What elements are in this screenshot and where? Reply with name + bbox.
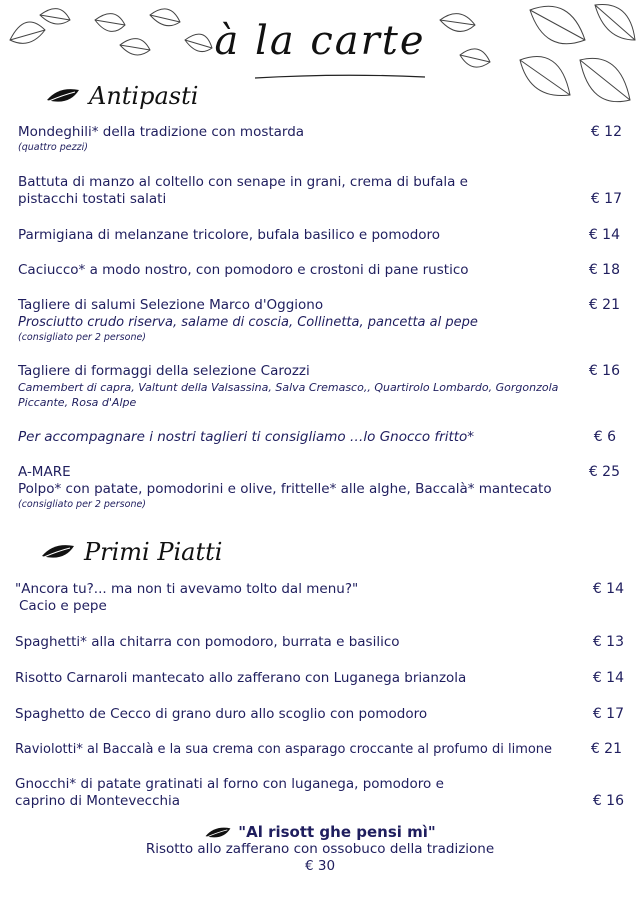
item-price: € 16 — [592, 793, 624, 809]
item-description: Polpo* con patate, pomodorini e olive, frittelle* alle alghe, Baccalà* mantecato — [18, 481, 552, 497]
menu-item — [18, 464, 578, 511]
item-description: Prosciutto crudo riserva, salame di coscia, Collinetta, pancetta al pepe — [18, 315, 478, 330]
menu-item — [18, 297, 578, 344]
item-price: € 16 — [588, 363, 620, 379]
item-price: € 14 — [592, 581, 624, 597]
item-name: pistacchi tostati salati — [18, 191, 167, 207]
item-name: A-MARE — [18, 464, 71, 480]
menu-item — [18, 174, 578, 208]
item-name: Battuta di manzo al coltello con senape in grani, crema di bufala e — [18, 174, 468, 190]
item-name: Per accompagnare i nostri taglieri ti consigliamo …lo Gnocco fritto* — [18, 429, 475, 445]
item-price: € 21 — [588, 297, 620, 313]
item-name: Spaghetti* alla chitarra con pomodoro, burrata e basilico — [15, 634, 400, 650]
item-name: "Ancora tu?... ma non ti avevamo tolto dal menu?" — [15, 581, 359, 597]
item-name: Raviolotti* al Baccalà e la sua crema con asparago croccante al profumo di limone — [15, 742, 553, 757]
item-price: € 21 — [590, 741, 622, 757]
page-title: à la carte — [214, 18, 426, 64]
antipasti-heading — [45, 82, 198, 110]
item-price: € 17 — [590, 191, 622, 207]
item-note: (consigliato per 2 persone) — [18, 332, 147, 343]
leaf-icon — [40, 542, 76, 562]
item-note: (consigliato per 2 persone) — [18, 499, 147, 510]
item-name: Mondeghili* della tradizione con mostarda — [18, 124, 305, 140]
special-price: € 30 — [304, 858, 336, 874]
special-dish — [0, 824, 640, 875]
special-description: Risotto allo zafferano con ossobuco della tradizione — [145, 841, 495, 857]
item-name: Gnocchi* di patate gratinati al forno con luganega, pomodoro e — [15, 776, 444, 792]
menu-item — [18, 429, 578, 446]
leaf-icon — [204, 825, 232, 841]
item-description: Camembert di capra, Valtunt della Valsassina, Salva Cremasco,, Quartirolo Lombardo, Gorgonzola — [18, 381, 559, 394]
menu-item — [15, 741, 585, 758]
item-price: € 14 — [588, 227, 620, 243]
item-price: € 6 — [593, 429, 616, 445]
menu-item — [15, 634, 575, 651]
item-name: Risotto Carnaroli mantecato allo zafferano con Luganega brianzola — [15, 670, 467, 686]
menu-item — [18, 363, 608, 410]
item-name: caprino di Montevecchia — [15, 793, 181, 809]
item-name: Parmigiana di melanzane tricolore, bufala basilico e pomodoro — [18, 227, 441, 243]
menu-item — [18, 227, 578, 244]
item-name: Cacio e pepe — [19, 598, 107, 614]
primi-heading-text: Primi Piatti — [84, 538, 223, 566]
special-heading-text: "Al risott ghe pensi mì" — [238, 823, 436, 841]
item-description: Piccante, Rosa d'Alpe — [18, 396, 137, 409]
menu-item — [15, 581, 575, 615]
item-name: Tagliere di salumi Selezione Marco d'Oggiono — [18, 297, 324, 313]
item-price: € 13 — [592, 634, 624, 650]
item-price: € 25 — [588, 464, 620, 480]
item-name: Caciucco* a modo nostro, con pomodoro e crostoni di pane rustico — [18, 262, 469, 278]
item-price: € 14 — [592, 670, 624, 686]
menu-item — [18, 124, 578, 154]
item-price: € 18 — [588, 262, 620, 278]
item-price: € 12 — [590, 124, 622, 140]
menu-item — [18, 262, 578, 279]
item-price: € 17 — [592, 706, 624, 722]
special-heading — [0, 824, 640, 841]
item-note: (quattro pezzi) — [18, 142, 88, 153]
item-name: Spaghetto de Cecco di grano duro allo scoglio con pomodoro — [15, 706, 428, 722]
menu-item — [15, 776, 575, 810]
item-name: Tagliere di formaggi della selezione Carozzi — [18, 363, 310, 379]
antipasti-heading-text: Antipasti — [89, 82, 199, 110]
leaf-icon — [45, 86, 81, 106]
primi-heading — [40, 538, 222, 566]
menu-item — [15, 670, 575, 687]
title-underline — [250, 72, 430, 82]
menu-item — [15, 706, 575, 723]
